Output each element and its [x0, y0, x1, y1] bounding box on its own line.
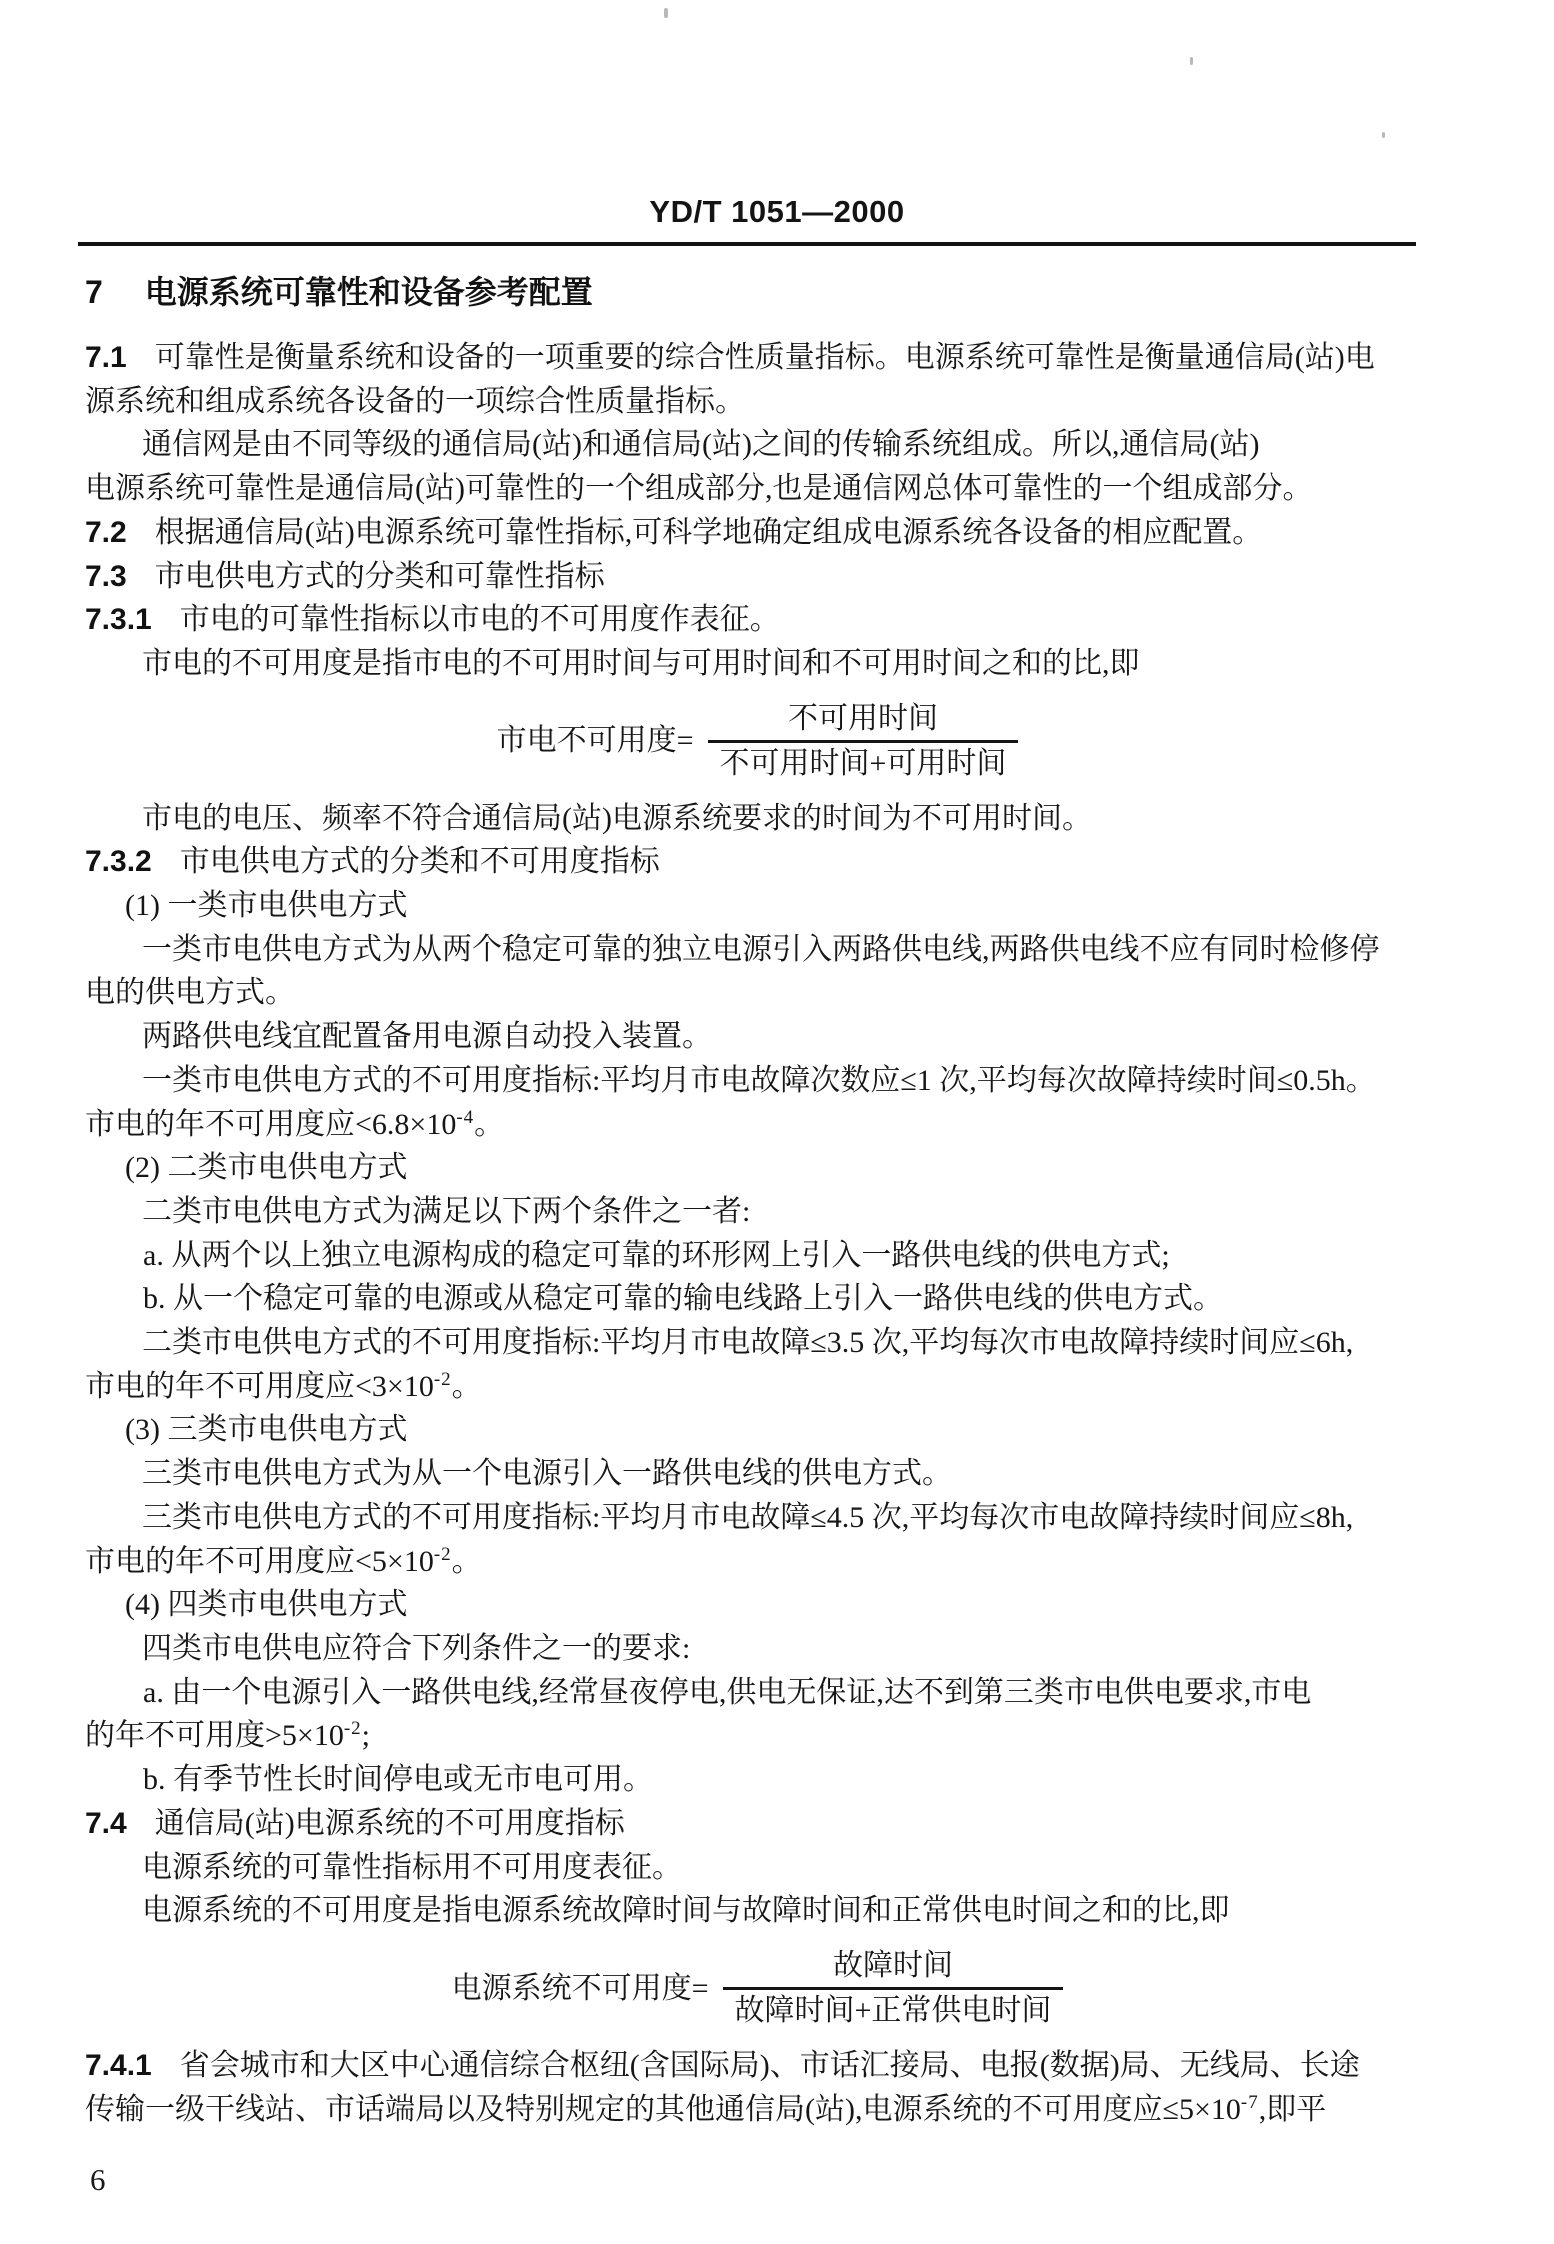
section-heading — [85, 272, 1554, 312]
text-line — [85, 1277, 1430, 1321]
text-segment: b. 有季节性长时间停电或无市电可用。 — [143, 1763, 653, 1797]
formula-denominator: 不可用时间+可用时间 — [719, 746, 1007, 780]
text-segment: 。 — [451, 1544, 482, 1578]
text-segment: 通信局(站)电源系统的不可用度指标 — [154, 1806, 625, 1840]
clause-number: 7.3.1 — [85, 603, 152, 637]
text-line — [85, 2088, 1430, 2132]
text-segment: 市电的不可用度是指市电的不可用时间与可用时间和不可用时间之和的比,即 — [142, 646, 1140, 680]
text-line — [85, 1714, 1430, 1758]
text-segment: a. 由一个电源引入一路供电线,经常昼夜停电,供电无保证,达不到第三类市电供电要求,市电 — [143, 1675, 1312, 1709]
text-segment: 三类市电供电方式的不可用度指标:平均月市电故障≤4.5 次,平均每次市电故障持续时间应≤8h, — [142, 1500, 1354, 1534]
text-segment: 省会城市和大区中心通信综合枢纽(含国际局)、市话汇接局、电报(数据)局、无线局、长途 — [179, 2048, 1360, 2082]
clause-number: 7.3 — [85, 559, 127, 593]
text-segment: 可靠性是衡量系统和设备的一项重要的综合性质量指标。电源系统可靠性是衡量通信局(站)电 — [154, 341, 1375, 374]
text-segment: (3) 三类市电供电方式 — [125, 1413, 408, 1447]
text-segment: a. 从两个以上独立电源构成的稳定可靠的环形网上引入一路供电线的供电方式; — [143, 1238, 1170, 1272]
text-segment: 电源系统可靠性是通信局(站)可靠性的一个组成部分,也是通信网总体可靠性的一个组成部分。 — [85, 472, 1313, 506]
text-line — [85, 797, 1430, 841]
text-segment: 。 — [451, 1369, 482, 1403]
formula-label: 电源系统不可用度= — [451, 1971, 709, 2005]
text-segment: 一类市电供电方式为从两个稳定可靠的独立电源引入两路供电线,两路供电线不应有同时检修停 — [142, 932, 1380, 966]
text-line — [85, 423, 1430, 467]
text-line — [85, 336, 1430, 380]
text-line — [85, 1802, 1430, 1846]
text-segment: 市电的年不可用度应<3×10 — [85, 1369, 434, 1403]
text-segment: 市电供电方式的分类和可靠性指标 — [154, 559, 605, 593]
superscript-exponent: -2 — [433, 1543, 452, 1565]
text-segment: 根据通信局(站)电源系统可靠性指标,可科学地确定组成电源系统各设备的相应配置。 — [154, 515, 1263, 549]
text-line — [85, 467, 1430, 511]
text-segment: 二类市电供电方式的不可用度指标:平均月市电故障≤3.5 次,平均每次市电故障持续时间应≤6h, — [142, 1326, 1354, 1360]
text-line — [85, 642, 1430, 686]
superscript-exponent: -4 — [456, 1106, 475, 1128]
formula-numerator: 不可用时间 — [787, 701, 938, 735]
text-line — [85, 1846, 1430, 1890]
text-line — [85, 1540, 1430, 1584]
formula-numerator: 故障时间 — [832, 1948, 953, 1982]
text-line — [85, 555, 1430, 599]
text-line — [85, 1408, 1430, 1452]
text-line — [85, 2044, 1430, 2088]
text-segment: 的年不可用度>5×10 — [85, 1719, 344, 1753]
text-segment: 通信网是由不同等级的通信局(站)和通信局(站)之间的传输系统组成。所以,通信局(站) — [142, 428, 1260, 462]
scan-artifact — [1382, 132, 1385, 138]
text-segment: 市电的年不可用度应<6.8×10 — [85, 1107, 457, 1141]
text-line — [85, 1889, 1430, 1933]
text-segment: 一类市电供电方式的不可用度指标:平均月市电故障次数应≤1 次,平均每次故障持续时间≤0.5h。 — [142, 1063, 1376, 1097]
text-line — [85, 1583, 1430, 1627]
text-segment: 电的供电方式。 — [85, 976, 295, 1010]
text-line — [85, 1321, 1430, 1365]
text-line — [85, 971, 1430, 1015]
header-rule — [78, 242, 1416, 246]
formula-fraction — [723, 1945, 1064, 2032]
clause-number: 7.1 — [85, 341, 127, 374]
text-line — [85, 1365, 1430, 1409]
formula-denominator: 故障时间+正常供电时间 — [734, 1993, 1052, 2027]
scan-artifact — [1190, 57, 1193, 65]
text-segment: 两路供电线宜配置备用电源自动投入装置。 — [142, 1020, 712, 1054]
formula-fraction — [708, 698, 1019, 785]
clause-number: 7.2 — [85, 515, 127, 549]
text-line — [85, 884, 1430, 928]
text-line — [85, 1627, 1430, 1671]
text-line — [85, 1015, 1430, 1059]
superscript-exponent: -7 — [1240, 2091, 1259, 2113]
text-line — [85, 1103, 1430, 1147]
text-segment: 市电的年不可用度应<5×10 — [85, 1544, 434, 1578]
text-segment: (4) 四类市电供电方式 — [125, 1588, 408, 1622]
text-line — [85, 1059, 1430, 1103]
text-segment: 。 — [474, 1107, 505, 1141]
text-segment: 传输一级干线站、市话端局以及特别规定的其他通信局(站),电源系统的不可用度应≤5×10 — [85, 2092, 1241, 2126]
clause-number: 7.3.2 — [85, 845, 152, 879]
text-line — [85, 1146, 1430, 1190]
text-segment: b. 从一个稳定可靠的电源或从稳定可靠的输电线路上引入一路供电线的供电方式。 — [143, 1282, 1223, 1316]
text-line — [85, 928, 1430, 972]
text-line — [85, 1190, 1430, 1234]
text-segment: 电源系统的可靠性指标用不可用度表征。 — [142, 1850, 682, 1884]
text-segment: ; — [361, 1719, 371, 1753]
section-number: 7 — [85, 274, 103, 310]
text-segment: 市电的电压、频率不符合通信局(站)电源系统要求的时间为不可用时间。 — [142, 801, 1092, 835]
page-header-standard-number: YD/T 1051—2000 — [649, 194, 905, 229]
text-segment: 电源系统的不可用度是指电源系统故障时间与故障时间和正常供电时间之和的比,即 — [142, 1894, 1230, 1928]
text-line — [85, 1671, 1430, 1715]
text-segment: 二类市电供电方式为满足以下两个条件之一者: — [142, 1194, 751, 1228]
scan-artifact — [664, 8, 668, 18]
text-segment: 四类市电供电应符合下列条件之一的要求: — [142, 1631, 691, 1665]
text-line — [85, 840, 1430, 884]
text-segment: 市电供电方式的分类和不可用度指标 — [179, 845, 660, 879]
text-line — [85, 380, 1430, 424]
text-segment: (1) 一类市电供电方式 — [125, 889, 408, 923]
clause-number: 7.4.1 — [85, 2048, 152, 2082]
formula-label: 市电不可用度= — [496, 724, 694, 758]
text-segment: ,即平 — [1258, 2092, 1327, 2126]
text-line — [85, 1758, 1430, 1802]
section-title: 电源系统可靠性和设备参考配置 — [144, 274, 593, 310]
clause-number: 7.4 — [85, 1806, 127, 1840]
text-line — [85, 1452, 1430, 1496]
text-line — [85, 511, 1430, 555]
text-line — [85, 598, 1430, 642]
page-number: 6 — [90, 2162, 106, 2197]
text-line — [85, 1234, 1430, 1278]
superscript-exponent: -2 — [343, 1718, 362, 1740]
text-segment: 源系统和组成系统各设备的一项综合性质量指标。 — [85, 384, 745, 418]
formula — [85, 698, 1430, 785]
formula — [85, 1945, 1430, 2032]
document-body — [85, 336, 1430, 2131]
superscript-exponent: -2 — [433, 1368, 452, 1390]
text-segment: 三类市电供电方式为从一个电源引入一路供电线的供电方式。 — [142, 1457, 952, 1491]
text-segment: 市电的可靠性指标以市电的不可用度作表征。 — [179, 603, 780, 637]
text-line — [85, 1496, 1430, 1540]
text-segment: (2) 二类市电供电方式 — [125, 1151, 408, 1185]
